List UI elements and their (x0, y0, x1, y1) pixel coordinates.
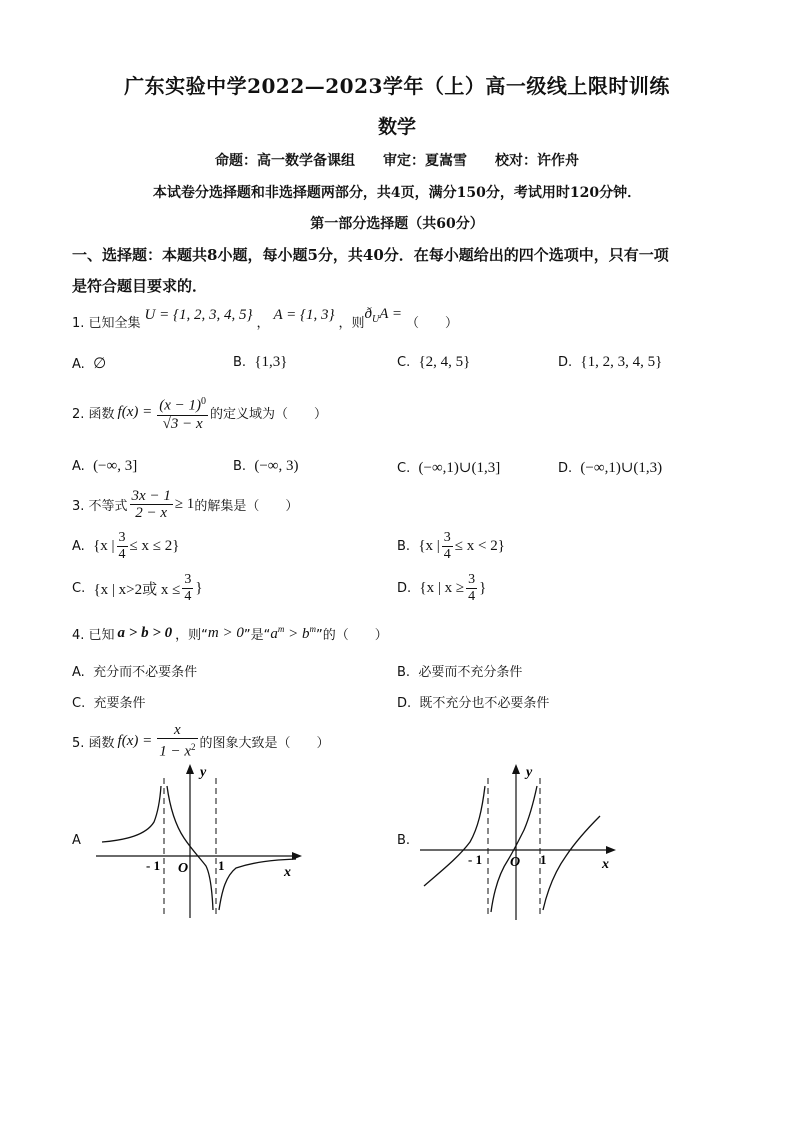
question-1-stem (72, 306, 459, 331)
q1-complement: $ð_UA$ = (364, 306, 403, 325)
q2-function: f(x) = (117, 404, 153, 421)
q1-comma: ， (256, 316, 270, 331)
curve-right-branch (543, 816, 600, 910)
q2-option-b[interactable]: B. (−∞, 3) (233, 458, 299, 474)
y-axis-arrow-icon (512, 764, 520, 774)
q2-fraction: $\frac{(x - 1)^0}{√3 - x}$ (159, 396, 207, 432)
q1-prefix: 1. 已知全集 (72, 316, 141, 331)
origin-label: O (510, 855, 521, 870)
q1-option-a[interactable]: A. ∅ (72, 356, 107, 372)
q2-option-d[interactable]: D. (−∞,1)∪(1,3) (558, 460, 663, 476)
q3-option-a[interactable]: A. {x | $\frac{3}{4}$ ≤ x ≤ 2} (72, 530, 180, 562)
x-label: x (602, 857, 609, 872)
section-instruction-line1: 一、选择题：本题共8小题，每小题5分，共40分．在每小题给出的四个选项中，只有一项 (72, 246, 669, 264)
tick-1: 1 (218, 858, 225, 873)
question-4-stem: 4. 已知 a > b > 0 ，则“ m > 0 ”是“ $a^m > b^m$ ”的（ ） (72, 624, 388, 643)
staff-line: 命题：高一数学备课组 审定：夏嵩雪 校对：许作舟 (215, 153, 579, 169)
q2-suffix: 的定义域为（ ） (210, 407, 328, 423)
q5-prefix: 5. 函数 (72, 735, 115, 751)
exam-title: 广东实验中学2022—2023学年（上）高一级线上限时训练 (124, 74, 670, 98)
question-2-stem (72, 394, 327, 432)
q5-function: f(x) = (117, 732, 153, 749)
q1-option-b[interactable]: B. {1,3} (233, 354, 288, 370)
curve-left-branch (424, 786, 485, 886)
q4-prefix: 4. 已知 (72, 628, 115, 643)
y-label: y (526, 765, 533, 780)
q1-then: ，则 (338, 316, 365, 331)
curve-middle-branch (491, 786, 537, 912)
q4-option-d[interactable]: D. 既不充分也不必要条件 (397, 696, 550, 711)
tick-neg1: - 1 (468, 852, 483, 867)
q5-option-b-label[interactable]: B. (397, 833, 411, 848)
q2-option-c[interactable]: C. (−∞,1)∪(1,3] (397, 460, 501, 476)
curve-left-branch (102, 786, 161, 842)
y-axis-arrow-icon (186, 764, 194, 774)
q1-paren: （ ） (406, 316, 459, 331)
q3-fraction: $\frac{3x - 1}{2 - x}$ (131, 488, 171, 521)
q4-m-condition: m > 0 (207, 625, 244, 641)
q3-suffix: 的解集是（ ） (194, 499, 299, 514)
origin-label: O (178, 861, 189, 876)
q4-option-b[interactable]: B. 必要而不充分条件 (397, 665, 523, 680)
tick-neg1: - 1 (146, 858, 161, 873)
tick-1: 1 (540, 852, 547, 867)
q1-set-u: U = {1, 2, 3, 4, 5} (144, 307, 253, 323)
q1-option-d[interactable]: D. {1, 2, 3, 4, 5} (558, 354, 663, 370)
q3-option-d[interactable]: D. {x | x ≥ $\frac{3}{4}$ } (397, 572, 487, 604)
q4-condition: a > b > 0 (117, 625, 173, 641)
q3-relation: ≥ 1 (174, 496, 195, 512)
x-axis-arrow-icon (606, 846, 616, 854)
q5-graph-a[interactable] (96, 760, 306, 920)
q2-option-a[interactable]: A. (−∞, 3] (72, 458, 138, 474)
q1-set-a: A = {1, 3} (273, 307, 335, 323)
q3-prefix: 3. 不等式 (72, 499, 128, 514)
q3-option-c[interactable]: C. {x | x>2或 x ≤ $\frac{3}{4}$ } (72, 572, 203, 604)
question-5-stem (72, 722, 330, 761)
q4-option-a[interactable]: A. 充分而不必要条件 (72, 665, 198, 680)
q1-option-c[interactable]: C. {2, 4, 5} (397, 354, 471, 370)
q4-option-c[interactable]: C. 充要条件 (72, 696, 146, 711)
question-3-stem (72, 488, 298, 521)
y-label: y (200, 765, 207, 780)
section-instruction-line2: 是符合题目要求的． (72, 277, 208, 295)
subject-title: 数学 (377, 116, 416, 138)
q2-prefix: 2. 函数 (72, 407, 115, 423)
q5-option-a-label[interactable]: A (72, 833, 81, 848)
part-heading: 第一部分选择题（共60分） (310, 216, 484, 232)
exam-notice: 本试卷分选择题和非选择题两部分，共4页，满分150分，考试用时120分钟． (152, 185, 642, 201)
x-label: x (284, 865, 291, 880)
q5-fraction: $\frac{x}{1 - x^2}$ (159, 722, 196, 760)
q5-suffix: 的图象大致是（ ） (199, 735, 330, 751)
q3-option-b[interactable]: B. {x | $\frac{3}{4}$ ≤ x < 2} (397, 530, 505, 562)
q4-power-compare: $a^m > b^m$ (270, 624, 316, 642)
q5-graph-b[interactable] (420, 760, 620, 920)
